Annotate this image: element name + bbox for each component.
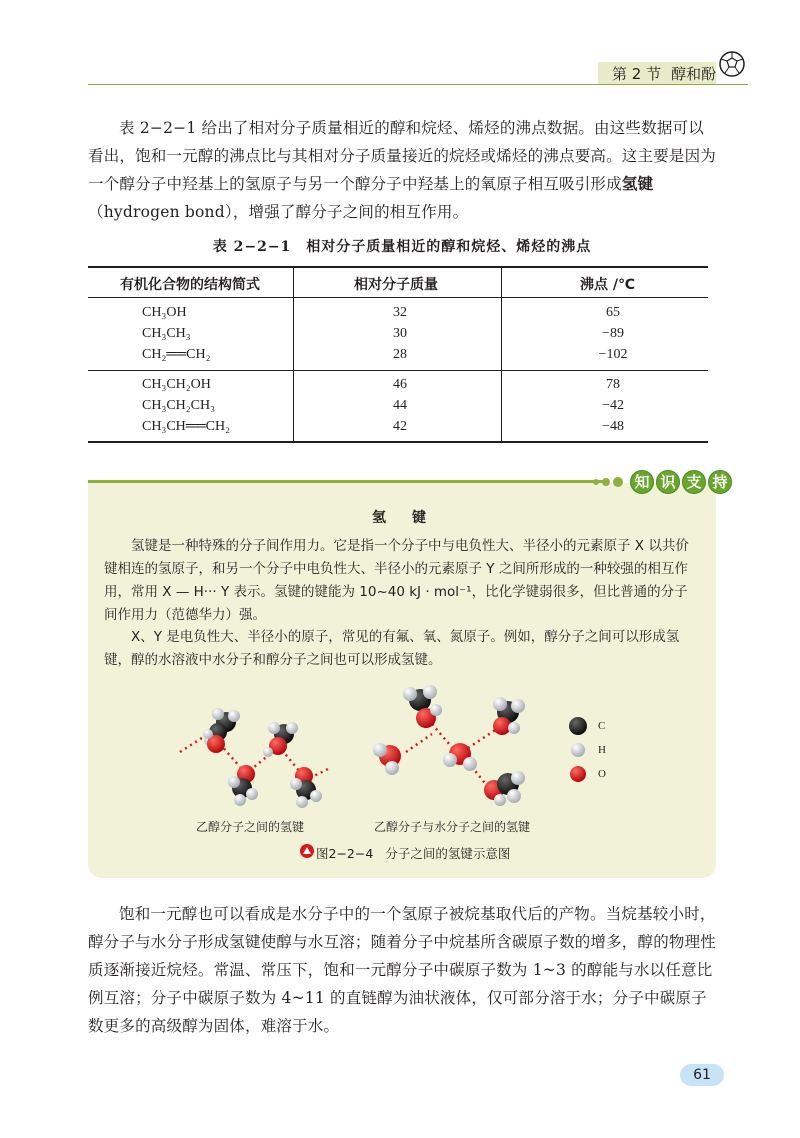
carbon-legend-ball [569, 717, 587, 735]
table-cell-bp: −89 [602, 326, 624, 341]
table-cell-mass: 42 [393, 419, 407, 434]
figure-right-label: 乙醇分子与水分子之间的氢键 [374, 820, 531, 834]
ethanol-molecule [203, 708, 240, 753]
water-molecule [373, 743, 401, 775]
table-top-rule [88, 266, 708, 268]
table-cell-mass: 32 [393, 305, 407, 320]
figure-number: 图2−2−4 [316, 846, 374, 861]
dots-icon [592, 474, 632, 490]
figure-left-label: 乙醇分子之间的氢键 [196, 820, 305, 834]
table-group-rule [88, 370, 708, 371]
legend-label-c: C [598, 720, 606, 732]
label-char: 支 [682, 470, 706, 494]
ethanol-molecule [403, 685, 442, 728]
table-cell-formula: CH₃CH₃ [142, 326, 191, 341]
table-bottom-rule [88, 441, 708, 443]
table-cell-mass: 28 [393, 347, 407, 362]
label-char: 识 [656, 470, 680, 494]
table-header-mass: 相对分子质量 [354, 277, 438, 293]
section-title: 醇和酚 [671, 65, 717, 83]
intro-text-a: 表 2−2−1 给出了相对分子质量相近的醇和烷烃、烯烃的沸点数据。由这些数据可以看出，饱和一元醇的沸点比与其相对分子质量接近的烷烃或烯烃的沸点要高。这主要是因为一个醇分子中羟基上的氢原子与另一个醇分子中羟基上的氧原子相互吸引形成 [88, 119, 717, 193]
label-char: 持 [708, 470, 732, 494]
section-header [612, 63, 726, 84]
ethanol-molecule [290, 767, 322, 808]
label-char: 知 [630, 470, 654, 494]
box-heading: 氢 键 [372, 510, 432, 526]
water-molecule [443, 743, 477, 771]
knowledge-box-bar [88, 480, 608, 483]
table-cell-bp: 78 [606, 377, 620, 392]
table-header-bp: 沸点 /℃ [580, 277, 635, 293]
ethanol-molecule [493, 697, 525, 735]
oxygen-legend-ball [570, 766, 586, 782]
legend-label-h: H [598, 744, 606, 756]
table-column-divider [501, 266, 502, 442]
ethanol-molecule [484, 771, 525, 806]
knowledge-box-label [630, 470, 732, 494]
table-cell-bp: −42 [602, 398, 624, 413]
table-cell-mass: 46 [393, 377, 407, 392]
ethanol-molecule [263, 722, 298, 757]
outro-paragraph: 饱和一元醇也可以看成是水分子中的一个氢原子被烷基取代后的产物。当烷基较小时，醇分子与水分子形成氢键使醇与水互溶；随着分子中烷基所含碳原子数的增多，醇的物理性质逐渐接近烷烃。常温、常压下，饱和一元醇分子中碳原子数为 1~3 的醇能与水以任意比例互溶；分子中碳原子数为 4~11 的直链醇为油状液体，仅可部分溶于水；分子中碳原子数更多的高级醇为固体，难溶于水。 [88, 905, 717, 1035]
legend-label-o: O [598, 768, 606, 780]
hydrogen-legend-ball [571, 743, 585, 757]
table-cell-mass: 44 [393, 398, 407, 413]
table-cell-formula: CH₃CH₂CH₃ [142, 398, 215, 413]
table-header-formula: 有机化合物的结构简式 [120, 277, 260, 293]
section-number: 第 2 节 [612, 65, 662, 83]
figure-caption [316, 844, 510, 862]
intro-paragraph [88, 114, 716, 226]
table-header-rule [88, 297, 708, 298]
table-column-divider [293, 266, 294, 442]
table-cell-mass: 30 [393, 326, 407, 341]
table-cell-formula: CH₃CH══CH₂ [142, 419, 230, 434]
table-cell-formula: CH₂══CH₂ [142, 347, 211, 362]
figure-triangle-icon [300, 844, 314, 858]
table-caption: 表 2−2−1 相对分子质量相近的醇和烷烃、烯烃的沸点 [212, 239, 592, 255]
box-paragraph: X、Y 是电负性大、半径小的原子，常见的有氟、氧、氮原子。例如，醇分子之间可以形成氢键，醇的水溶液中水分子和醇分子之间也可以形成氢键。 [104, 629, 680, 668]
table-cell-bp: −48 [602, 419, 624, 434]
box-paragraph: 氢键是一种特殊的分子间作用力。它是指一个分子中与电负性大、半径小的元素原子 X 以共价键相连的氢原子，和另一个分子中电负性大、半径小的元素原子 Y 之间所形成的一种较强的相互作用，常用 X — H··· Y 表示。氢键的键能为 10~40 kJ · mol⁻¹，比化学键弱很多，但比普通的分子间作用力（范德华力）强。 [104, 538, 689, 623]
header-rule [88, 84, 748, 85]
table-cell-formula: CH₃OH [142, 305, 187, 320]
fullerene-icon [718, 50, 746, 78]
table-cell-bp: 65 [606, 305, 620, 320]
table-cell-formula: CH₃CH₂OH [142, 377, 211, 392]
figure-caption-text: 分子之间的氢键示意图 [385, 846, 511, 861]
table-cell-bp: −102 [598, 347, 628, 362]
hydrogen-bond-figure [170, 672, 630, 822]
hydrogen-bond-term: 氢键 [621, 174, 654, 193]
ethanol-molecule [228, 765, 258, 806]
intro-text-b: （hydrogen bond），增强了醇分子之间的相互作用。 [88, 203, 469, 221]
page-number: 61 [680, 1064, 724, 1086]
